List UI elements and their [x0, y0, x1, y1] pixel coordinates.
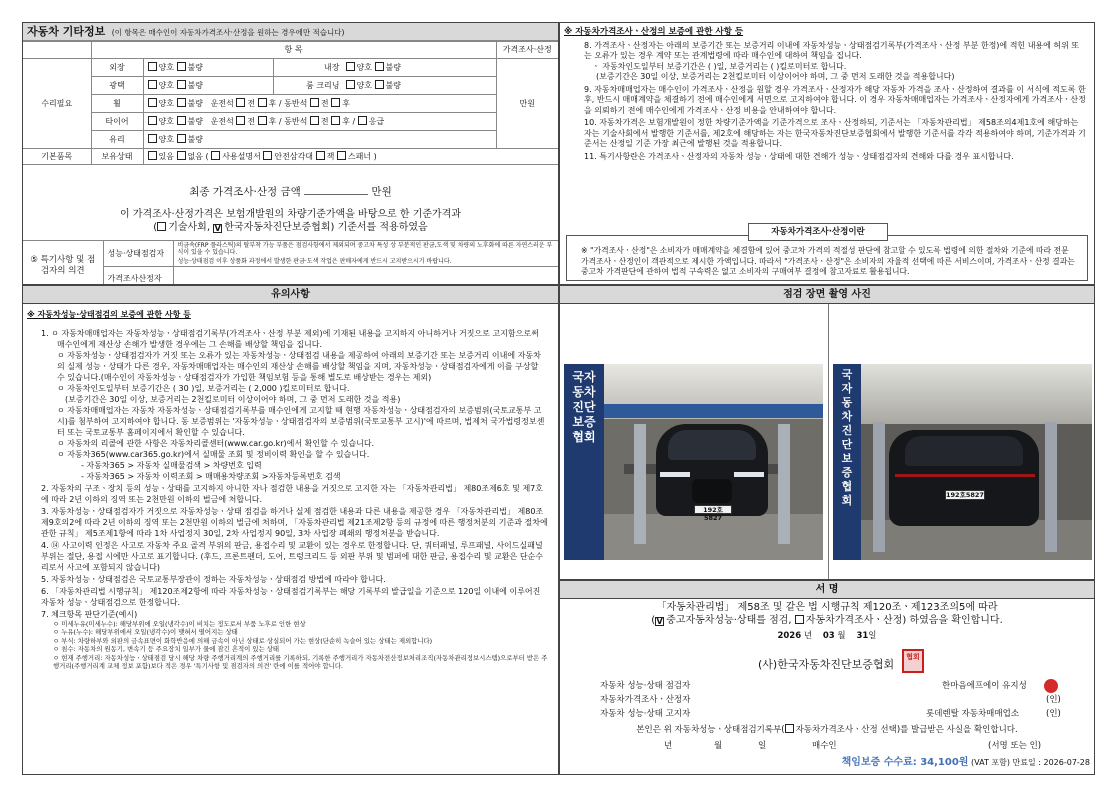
- row-glass: 유리: [91, 131, 143, 149]
- repair-label: 수리필요: [23, 59, 91, 149]
- price-unit: 만원: [496, 59, 558, 149]
- association-sign-text: 국자동차진단보증협회: [572, 370, 596, 444]
- manual-checkbox[interactable]: [211, 151, 220, 160]
- none-checkbox[interactable]: [177, 151, 186, 160]
- price-notes-panel: [559, 22, 1095, 285]
- note-8b: (보증기간은 30일 이상, 보증거리는 2천킬로미터 이상이어야 하며, 그 중 먼저 도래한 것을 적용합니다): [596, 72, 955, 81]
- fee-label: 책임보증 수수료: 34,100원: [841, 757, 969, 768]
- signature-org: (사)한국자동차진단보증협회: [758, 658, 895, 671]
- cautions-panel: [22, 285, 559, 775]
- cautions-subtitle: ※ 자동차성능·상태점검의 보증에 관한 사항 등: [27, 310, 191, 319]
- other-info-header: [23, 23, 558, 41]
- inspector-value: 한마음에프에이 유지성: [942, 681, 1027, 691]
- wheel-pass-front-checkbox[interactable]: [310, 98, 319, 107]
- inspector-seal: [1044, 679, 1058, 693]
- exterior-bad-checkbox[interactable]: [177, 62, 186, 71]
- basic-label: 기본품목: [23, 149, 91, 165]
- tire-pass-front-checkbox[interactable]: [310, 116, 319, 125]
- wheel-good-checkbox[interactable]: [148, 98, 157, 107]
- wheel-driver-front-checkbox[interactable]: [236, 98, 245, 107]
- price-inspector-sign-label: 자동차가격조사ㆍ산정자: [600, 695, 691, 705]
- gloss-bad-checkbox[interactable]: [177, 80, 186, 89]
- wheel-bad-checkbox[interactable]: [177, 98, 186, 107]
- tire-good-checkbox[interactable]: [148, 116, 157, 125]
- perf-note: 비금속(FRP 플라스틱)의 탈부착 가능 부품은 점검사항에서 제외되며 중고차 특성 상 부분적인 판금,도색 및 차량의 노후화에 따른 자연스러운 부식이 있을 수 있습니다.: [177, 242, 553, 256]
- caution-1d: (보증기간은 30일 이상, 보증거리는 2천킬로미터 이상이어야 하며, 그 중 먼저 도래한 것을 적용): [65, 395, 401, 404]
- caution-7: 7. 체크항목 판단기준(예시): [41, 610, 138, 619]
- inspector-label: 자동차 성능·상태 점검자: [600, 681, 691, 691]
- other-info-title: 자동차 기타정보: [27, 25, 106, 38]
- basis-text: 이 가격조사·산정가격은 보험개발원의 차량기준가액을 바탕으로 한 기준가격과 ( 기술사회, V 한국자동차진단보증협회) 기준서를 적용하였음: [23, 208, 558, 234]
- caution-7b: ㅇ 누유(누수): 해당부위에서 오일(냉각수)이 맺혀서 떨어지는 상태: [53, 628, 238, 637]
- note-10: 10. 자동차가격은 보험개발원이 정한 차량기준가액을 기준가격으로 조사ㆍ산정하되, 기준서는 「자동차관리법」 제58조의4제1호에 해당하는 자는 기술사회에서 발행한 기준서를, 제2호에 해당하는 자는 한국자동차진단보증협회에서 발행한 기준서를 각각 적용하여야 하며, 기준가격과 기준서는 산정일 기준 가장 최근에 발행된 것을 적용합니다.: [584, 118, 1086, 148]
- caution-7e: ㅇ 현재 주행거리: 자동차성능ㆍ상태점검 당시 해당 차량 주행거리계의 주행거리를 기록하되, 기록한 주행거리가 자동차전산정보처리조직(자동차관리정보시스템)으로부터 받은 주행거리(주행거리계 교체 정보 포함)보다 적은 경우 '특기사항 및 점검자의 의견' 란에 이를 적어야 합니다.: [53, 653, 548, 671]
- tire-emergency-checkbox[interactable]: [358, 116, 367, 125]
- caution-1a: 1. ㅇ 자동차매매업자는 자동차성능ㆍ상태점검기록부(가격조사ㆍ산정 부분 제외)에 기재된 내용을 고지하지 아니하거나 거짓으로 고지함으로써 매수인에게 재산상 손해가 발생한 경우에는 그 손해를 배상할 책임을 집니다.: [41, 329, 539, 349]
- other-info-subtitle: (이 항목은 매수인이 자동차가격조사·산정을 원하는 경우에만 적습니다): [111, 28, 345, 37]
- triangle-checkbox[interactable]: [263, 151, 272, 160]
- have-checkbox[interactable]: [148, 151, 157, 160]
- association-stamp: 협회: [902, 649, 924, 673]
- row-wheel: 휠: [91, 95, 143, 113]
- tire-pass-rear-checkbox[interactable]: [331, 116, 340, 125]
- perf-note-2: 성능·상태점검 이후 상품화 과정에서 발생한 판금·도색 작업은 판매자에게 반드시 고지받으시기 바랍니다.: [177, 258, 452, 265]
- jack-checkbox[interactable]: [316, 151, 325, 160]
- price-inspector-label: 가격조사산정자: [103, 267, 173, 286]
- caution-1b: ㅇ 자동차성능ㆍ상태점검자가 거짓 또는 오류가 있는 자동차성능ㆍ상태점검 내용을 제공하여 아래의 보증기간 또는 보증거리 이내에 자동차의 실제 성능ㆍ상태가 다른 경우, 자동차매매업자는 매수인의 재산상 손해를 배상할 책임을 지며, 자동차성능ㆍ상태점검자에게 이를 구상할 수 있습니다.(매수인이 자동차성능ㆍ상태점검자가 가입한 책임보험 등을 통해 별도로 배상받는 경우는 제외): [57, 351, 541, 382]
- col-price: 가격조사·산정: [496, 42, 558, 59]
- caution-7d: ㅇ 침수: 자동차의 원동기, 변속기 등 주요장치 일부가 물에 잠긴 흔적이 있는 상태: [53, 645, 280, 654]
- glass-bad-checkbox[interactable]: [177, 134, 186, 143]
- caution-2: 2. 자동차의 구조ㆍ장치 등의 성능ㆍ상태를 고지하지 아니한 자나 점검한 내용을 거짓으로 고지한 자는 「자동차관리법」 제80조제6호 및 제7호에 따라 2년 이하의 징역 또는 2천만원 이하의 벌금에 처합니다.: [41, 484, 543, 504]
- exterior-good-checkbox[interactable]: [148, 62, 157, 71]
- inspection-photo-rear: [833, 364, 1092, 560]
- other-info-panel: [22, 22, 559, 285]
- row-gloss: 광택: [91, 77, 143, 95]
- row-interior: 내장: [324, 63, 340, 72]
- caution-5: 5. 자동차성능ㆍ상태점검은 국토교통부장관이 정하는 자동차성능ㆍ상태점검 방법에 따라야 합니다.: [41, 575, 386, 584]
- interior-bad-checkbox[interactable]: [375, 62, 384, 71]
- photos-title: 점검 장면 촬영 사진: [560, 286, 1094, 304]
- confirm-text-a: 본인은 위 자동차성능ㆍ상태점검기록부(: [636, 725, 785, 735]
- cautions-title: 유의사항: [23, 286, 558, 304]
- caution-7c: ㅇ 부식: 차량하부와 외판의 금속표면이 화학반응에 의해 금속이 아닌 상태로 상실되어 가는 현상(단순히 녹슬어 있는 상태는 제외합니다): [53, 636, 433, 645]
- notifier-seal: (인): [1046, 709, 1061, 719]
- tire-bad-checkbox[interactable]: [177, 116, 186, 125]
- sign-perf-checkbox[interactable]: [655, 617, 664, 626]
- signature-line-1: 「자동차관리법」 제58조 및 같은 법 시행규칙 제120조ㆍ제123조의5에 따라: [656, 602, 998, 613]
- plate-rear: 192호5827: [946, 491, 984, 499]
- caution-1i: - 자동차365 > 자동차 이력조회 > 매매용차량조회 >자동차등록번호 검색: [81, 472, 341, 481]
- confirm-text-b: 자동차가격조사ㆍ산정 선택)를 발급받은 사실을 확인합니다.: [795, 725, 1018, 735]
- confirm-price-checkbox[interactable]: [785, 724, 794, 733]
- photos-panel: [559, 285, 1095, 580]
- row-tire: 타이어: [91, 113, 143, 131]
- spanner-checkbox[interactable]: [337, 151, 346, 160]
- note-8: 8. 가격조사ㆍ산정자는 아래의 보증기간 또는 보증거리 이내에 자동차성능ㆍ상태점검기록부(가격조사ㆍ산정 부분 한정)에 적힌 내용에 허위 또는 오류가 있는 경우 계약 또는 관계법령에 따라 매수인에 대하여 책임을 집니다.: [584, 40, 1080, 60]
- tire-driver-front-checkbox[interactable]: [236, 116, 245, 125]
- opinion-label: ⑤ 특기사항 및 점검자의 의견: [23, 241, 103, 286]
- wheel-driver-rear-checkbox[interactable]: [258, 98, 267, 107]
- sign-price-checkbox[interactable]: [795, 615, 804, 624]
- price-def-box: [566, 235, 1088, 281]
- note-9: 9. 자동차매매업자는 매수인이 가격조사ㆍ산정을 원할 경우 가격조사ㆍ산정자가 해당 자동차 가격을 조사ㆍ산정하여 결과를 이 서식에 적도록 한 후, 반드시 매매계약을 체결하기 전에 매수인에게 서면으로 고지하여야 합니다. 이 경우 자동차매매업자는 가격조사ㆍ산정자에게 가격조사ㆍ산정을 의뢰하기 전에 매수인에게 가격조사ㆍ산정 비용을 안내하여야 합니다.: [584, 84, 1086, 115]
- final-price-row: 최종 가격조사·산정 금액 만원: [189, 186, 392, 198]
- plate-front: 192호5827: [694, 505, 732, 514]
- col-item: 항 목: [91, 42, 496, 59]
- wheel-pass-rear-checkbox[interactable]: [331, 98, 340, 107]
- tire-driver-rear-checkbox[interactable]: [258, 116, 267, 125]
- price-def-text: ※ "가격조사ㆍ산정"은 소비자가 매매계약을 체결함에 있어 중고차 가격의 적절성 판단에 참고할 수 있도록 법령에 의한 절차와 기준에 따라 전문 가격조사ㆍ산정인이 객관적으로 제시한 가액입니다. 따라서 "가격조사ㆍ산정"은 소비자의 자율적 선택에 따른 서비스이며, 가격조사ㆍ산정 결과는 중고차 가격판단에 관하여 법적 구속력은 없고 소비자의 구매여부 결정에 참고자료로 활용됩니다.: [581, 246, 1075, 276]
- note-11: 11. 특기사항란은 가격조사ㆍ산정자의 자동차 성능ㆍ상태에 대한 견해가 성능ㆍ상태점검자의 견해와 다를 경우 표시합니다.: [584, 151, 1014, 161]
- basis-opt1-checkbox[interactable]: [157, 222, 166, 231]
- caution-1g: ㅇ 자동차365(www.car365.go.kr)에서 실매물 조회 및 정비이력 확인을 할 수 있습니다.: [57, 450, 370, 459]
- inspection-photo-front: [564, 364, 823, 560]
- basis-opt2-checkbox[interactable]: [213, 224, 222, 233]
- perf-inspector-label: 성능·상태점검자: [103, 241, 173, 267]
- signature-panel: 서 명 「자동차관리법」 제58조 및 같은 법 시행규칙 제120조ㆍ제123조의5에 따라 (V 중고자동차성능·상태를 점검, 자동차가격조사ㆍ산정) 하였음을 확인합니다. 2026 년 03 월 31일 (사)한국자동차진단보증협회 협회 자동차 성능·상태 점검자 한마음에프에이 유지성 자동차가격조사ㆍ산정자 (인) 자동차 성능·상태 고지자 롯데렌탈 자동차매매업소 (인) 본인은 위 자동차성능ㆍ상태점검기록부( 자동차가격조사ㆍ산정 선택)를 발급받은 사실을 확인합니다. 년 월 일 매수인 (서명 또는 인) 책임보증 수수료: 34,100원 (VAT 포함) 만료일 : 2026-07-28: [559, 580, 1095, 775]
- notifier-label: 자동차 성능·상태 고지자: [600, 709, 691, 719]
- gloss-good-checkbox[interactable]: [148, 80, 157, 89]
- caution-4: 4. ⑭ 사고이력 인정은 사고로 자동차 주요 골격 부위의 판금, 용접수리 및 교환이 있는 경우로 한정합니다. 단, 쿼터패널, 루프패널, 사이드실패널 부위는 절단, 용접 시에만 사고로 표기합니다. (후드, 프론트펜더, 도어, 트렁크리드 등 외판 부위 및 범퍼에 대한 판금, 용접수리 및 교환은 단순수리로서 사고에 포함되지 않습니다): [41, 541, 544, 572]
- price-notes-title: ※ 자동차가격조사ㆍ산정의 보증에 관한 사항 등: [564, 27, 744, 37]
- buyer-sign: (서명 또는 인): [988, 741, 1042, 751]
- caution-1e: ㅇ 자동차매매업자는 자동차 자동차성능ㆍ상태점검기록부를 매수인에게 고지할 때 현행 자동차성능ㆍ상태점검자의 보증범위(국토교통부 고시)를 첨부하여 고지하여야 합니다. 동 보증범위는 '자동차성능ㆍ상태점검자의 보증범위(국토교통부 고시)'에 따르며, 법제처 국가법령정보센터 또는 국토교통부 홈페이지에서 확인할 수 있습니다.: [57, 406, 545, 437]
- association-sign-text-2: 국자동차진단보증협회: [841, 368, 853, 507]
- caution-6: 6. 「자동차관리법 시행규칙」 제120조제2항에 따라 자동차성능ㆍ상태점검기록부는 해당 기록부의 발급일을 기준으로 120일 이내에 이루어진 자동차 성능ㆍ상태점검으로 한정합니다.: [41, 587, 541, 607]
- room-bad-checkbox[interactable]: [375, 80, 384, 89]
- caution-3: 3. 자동차성능ㆍ상태점검자가 거짓으로 자동차성능ㆍ상태 점검을 하거나 실제 점검한 내용과 다른 내용을 제공한 경우 「자동차관리법」 제80조제9호의2에 따라 2년 이하의 징역 또는 2천만원 이하의 벌금에 처하며, 「자동차관리법 제21조제2항 등의 규정에 따른 행정처분의 기준과 절차에 관한 규칙」 제5조제1항에 따라 1차 사업정지 30일, 2차 사업정지 90일, 3차 사업장 폐쇄의 행정처분을 받습니다.: [41, 507, 548, 538]
- interior-good-checkbox[interactable]: [346, 62, 355, 71]
- notifier-value: 롯데렌탈 자동차매매업소: [926, 709, 1020, 719]
- possession-label: 보유상태: [91, 149, 143, 165]
- note-8a: ㆍ 자동차인도일부터 보증기간은 ( )일, 보증거리는 ( )킬로미터로 합니다.: [592, 61, 847, 71]
- glass-good-checkbox[interactable]: [148, 134, 157, 143]
- caution-1c: ㅇ 자동차인도일부터 보증기간은 ( 30 )일, 보증거리는 ( 2,000 )킬로미터로 합니다.: [57, 384, 350, 393]
- signature-title: 서 명: [560, 581, 1094, 599]
- row-exterior: 외장: [91, 59, 143, 77]
- price-seal: (인): [1046, 695, 1061, 705]
- caution-7a: ㅇ 미세누유(미세누수): 해당부위에 오일(냉각수)이 비치는 정도로서 부품 노후로 인한 현상: [53, 620, 306, 628]
- room-good-checkbox[interactable]: [346, 80, 355, 89]
- opinion-table: [23, 240, 558, 285]
- caution-1f: ㅇ 자동차의 리콜에 관한 사항은 자동차리콜센터(www.car.go.kr)에서 확인할 수 있습니다.: [57, 439, 375, 448]
- price-def-title: 자동차가격조사·산정이란: [748, 223, 888, 241]
- row-room-cleaning: 룸 크리닝: [306, 81, 340, 90]
- fee-vat: (VAT 포함): [971, 758, 1010, 767]
- repair-table: 항 목 가격조사·산정 수리필요 외장 양호 불량 내장 양호 불량 만원 광택 양호 불량 룸 크리닝 양호 불량 휠 양호 불량 운전석 전 후 / 동반석 전 후 타이어 양호 불량 운전석 전 후 / 동반석 전 후 / 응급 유리 양호 불량 기본품목 보유상태 있음 없음 ( 사용설명서 안전삼각대 잭 스패너 ): [23, 41, 558, 165]
- signature-date: 2026 년 03 월 31일: [777, 631, 877, 641]
- caution-1h: - 자동차365 > 자동차 실매물검색 > 차량번호 입력: [81, 461, 262, 470]
- buyer-label: 매수인: [812, 741, 837, 751]
- expiry-date: 만료일 : 2026-07-28: [1012, 758, 1090, 767]
